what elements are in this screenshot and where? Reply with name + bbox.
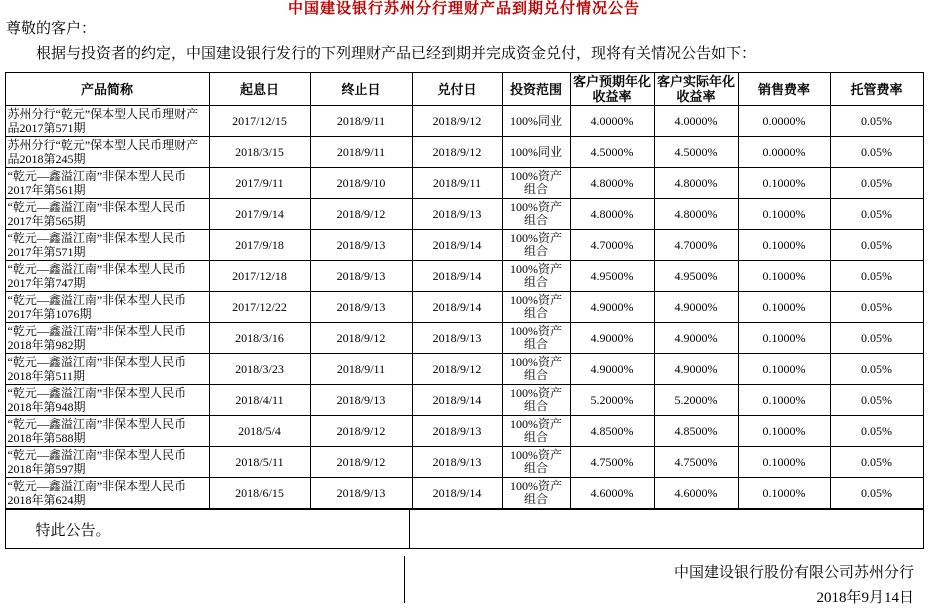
col-header-end-date: 终止日 bbox=[310, 73, 412, 106]
cell-end-date: 2018/9/12 bbox=[310, 447, 412, 478]
col-header-custody-fee: 托管费率 bbox=[830, 73, 923, 106]
cell-custody-fee: 0.05% bbox=[830, 447, 923, 478]
cell-start-date: 2017/9/11 bbox=[209, 168, 310, 199]
cell-custody-fee: 0.05% bbox=[830, 292, 923, 323]
cell-expected-yield: 4.5000% bbox=[570, 137, 654, 168]
cell-investment-scope: 100%资产组合 bbox=[502, 261, 570, 292]
cell-payment-date: 2018/9/13 bbox=[412, 323, 502, 354]
cell-actual-yield: 4.9000% bbox=[654, 292, 738, 323]
table-row bbox=[5, 354, 923, 385]
cell-sales-fee: 0.1000% bbox=[738, 323, 830, 354]
cell-start-date: 2017/9/14 bbox=[209, 199, 310, 230]
cell-sales-fee: 0.1000% bbox=[738, 199, 830, 230]
cell-expected-yield: 4.9000% bbox=[570, 292, 654, 323]
cell-start-date: 2018/5/4 bbox=[209, 416, 310, 447]
cell-product-name: “乾元—鑫溢江南”非保本型人民币2018年第982期 bbox=[5, 323, 209, 354]
cell-actual-yield: 4.6000% bbox=[654, 478, 738, 509]
cell-product-name: 苏州分行“乾元”保本型人民币理财产品2017第571期 bbox=[5, 106, 209, 137]
cell-sales-fee: 0.1000% bbox=[738, 385, 830, 416]
cell-end-date: 2018/9/11 bbox=[310, 354, 412, 385]
cell-product-name: “乾元—鑫溢江南”非保本型人民币2018年第588期 bbox=[5, 416, 209, 447]
cell-end-date: 2018/9/12 bbox=[310, 416, 412, 447]
cell-end-date: 2018/9/13 bbox=[310, 478, 412, 509]
cell-investment-scope: 100%资产组合 bbox=[502, 478, 570, 509]
cell-start-date: 2018/5/11 bbox=[209, 447, 310, 478]
cell-sales-fee: 0.1000% bbox=[738, 168, 830, 199]
cell-sales-fee: 0.1000% bbox=[738, 230, 830, 261]
cell-end-date: 2018/9/13 bbox=[310, 230, 412, 261]
salutation: 尊敬的客户： bbox=[6, 21, 97, 37]
cell-actual-yield: 4.7000% bbox=[654, 230, 738, 261]
cell-investment-scope: 100%资产组合 bbox=[502, 447, 570, 478]
cell-product-name: “乾元—鑫溢江南”非保本型人民币2017年第747期 bbox=[5, 261, 209, 292]
cell-end-date: 2018/9/12 bbox=[310, 323, 412, 354]
cell-custody-fee: 0.05% bbox=[830, 106, 923, 137]
cell-end-date: 2018/9/13 bbox=[310, 385, 412, 416]
table-row bbox=[5, 230, 923, 261]
cell-investment-scope: 100%同业 bbox=[502, 137, 570, 168]
cell-expected-yield: 4.7500% bbox=[570, 447, 654, 478]
cell-sales-fee: 0.0000% bbox=[738, 106, 830, 137]
cell-expected-yield: 4.8000% bbox=[570, 199, 654, 230]
cell-expected-yield: 4.9500% bbox=[570, 261, 654, 292]
notice-blank-cell bbox=[409, 510, 923, 549]
cell-actual-yield: 4.8000% bbox=[654, 168, 738, 199]
notice-row bbox=[5, 510, 923, 549]
footer-divider bbox=[404, 556, 405, 603]
cell-investment-scope: 100%资产组合 bbox=[502, 323, 570, 354]
cell-sales-fee: 0.0000% bbox=[738, 137, 830, 168]
cell-expected-yield: 4.8000% bbox=[570, 168, 654, 199]
cell-custody-fee: 0.05% bbox=[830, 416, 923, 447]
col-header-actual-yield: 客户实际年化收益率 bbox=[654, 73, 738, 106]
cell-end-date: 2018/9/11 bbox=[310, 137, 412, 168]
cell-investment-scope: 100%同业 bbox=[502, 106, 570, 137]
cell-payment-date: 2018/9/14 bbox=[412, 478, 502, 509]
table-row bbox=[5, 137, 923, 168]
cell-start-date: 2017/12/15 bbox=[209, 106, 310, 137]
cell-expected-yield: 4.9000% bbox=[570, 323, 654, 354]
cell-payment-date: 2018/9/13 bbox=[412, 416, 502, 447]
cell-start-date: 2017/12/22 bbox=[209, 292, 310, 323]
cell-actual-yield: 4.9500% bbox=[654, 261, 738, 292]
cell-product-name: “乾元—鑫溢江南”非保本型人民币2018年第624期 bbox=[5, 478, 209, 509]
cell-payment-date: 2018/9/11 bbox=[412, 168, 502, 199]
table-row bbox=[5, 416, 923, 447]
cell-custody-fee: 0.05% bbox=[830, 323, 923, 354]
cell-actual-yield: 4.9000% bbox=[654, 354, 738, 385]
table-row bbox=[5, 292, 923, 323]
cell-investment-scope: 100%资产组合 bbox=[502, 168, 570, 199]
cell-custody-fee: 0.05% bbox=[830, 354, 923, 385]
cell-custody-fee: 0.05% bbox=[830, 168, 923, 199]
cell-sales-fee: 0.1000% bbox=[738, 292, 830, 323]
col-header-product-name: 产品简称 bbox=[5, 73, 209, 106]
cell-expected-yield: 4.7000% bbox=[570, 230, 654, 261]
cell-payment-date: 2018/9/14 bbox=[412, 261, 502, 292]
cell-custody-fee: 0.05% bbox=[830, 230, 923, 261]
col-header-sales-fee: 销售费率 bbox=[738, 73, 830, 106]
cell-custody-fee: 0.05% bbox=[830, 137, 923, 168]
cell-payment-date: 2018/9/14 bbox=[412, 385, 502, 416]
cell-expected-yield: 4.8500% bbox=[570, 416, 654, 447]
cell-expected-yield: 4.6000% bbox=[570, 478, 654, 509]
cell-investment-scope: 100%资产组合 bbox=[502, 199, 570, 230]
col-header-expected-yield: 客户预期年化收益率 bbox=[570, 73, 654, 106]
cell-start-date: 2018/3/23 bbox=[209, 354, 310, 385]
col-header-investment-scope: 投资范围 bbox=[502, 73, 570, 106]
cell-actual-yield: 4.9000% bbox=[654, 323, 738, 354]
products-table bbox=[5, 72, 924, 509]
cell-payment-date: 2018/9/14 bbox=[412, 230, 502, 261]
cell-product-name: “乾元—鑫溢江南”非保本型人民币2017年第565期 bbox=[5, 199, 209, 230]
cell-investment-scope: 100%资产组合 bbox=[502, 292, 570, 323]
cell-expected-yield: 5.2000% bbox=[570, 385, 654, 416]
cell-product-name: “乾元—鑫溢江南”非保本型人民币2018年第597期 bbox=[5, 447, 209, 478]
cell-start-date: 2018/4/11 bbox=[209, 385, 310, 416]
cell-end-date: 2018/9/13 bbox=[310, 292, 412, 323]
cell-product-name: “乾元—鑫溢江南”非保本型人民币2018年第511期 bbox=[5, 354, 209, 385]
table-row bbox=[5, 323, 923, 354]
table-row bbox=[5, 168, 923, 199]
cell-start-date: 2018/3/15 bbox=[209, 137, 310, 168]
table-row bbox=[5, 261, 923, 292]
cell-end-date: 2018/9/12 bbox=[310, 199, 412, 230]
intro-paragraph: 根据与投资者的约定，中国建设银行发行的下列理财产品已经到期并完成资金兑付，现将有关情况公告如下： bbox=[36, 46, 757, 62]
cell-sales-fee: 0.1000% bbox=[738, 261, 830, 292]
cell-investment-scope: 100%资产组合 bbox=[502, 354, 570, 385]
cell-end-date: 2018/9/13 bbox=[310, 261, 412, 292]
cell-sales-fee: 0.1000% bbox=[738, 447, 830, 478]
date-line: 2018年9月14日 bbox=[816, 590, 914, 606]
cell-payment-date: 2018/9/13 bbox=[412, 447, 502, 478]
cell-expected-yield: 4.0000% bbox=[570, 106, 654, 137]
cell-product-name: “乾元—鑫溢江南”非保本型人民币2017年第561期 bbox=[5, 168, 209, 199]
cell-actual-yield: 4.8500% bbox=[654, 416, 738, 447]
cell-product-name: “乾元—鑫溢江南”非保本型人民币2017年第1076期 bbox=[5, 292, 209, 323]
cell-custody-fee: 0.05% bbox=[830, 478, 923, 509]
cell-product-name: “乾元—鑫溢江南”非保本型人民币2017年第571期 bbox=[5, 230, 209, 261]
col-header-payment-date: 兑付日 bbox=[412, 73, 502, 106]
footer-table bbox=[5, 509, 924, 549]
table-row bbox=[5, 106, 923, 137]
cell-product-name: 苏州分行“乾元”保本型人民币理财产品2018第245期 bbox=[5, 137, 209, 168]
cell-custody-fee: 0.05% bbox=[830, 385, 923, 416]
cell-payment-date: 2018/9/12 bbox=[412, 106, 502, 137]
table-row bbox=[5, 199, 923, 230]
cell-actual-yield: 4.7500% bbox=[654, 447, 738, 478]
table-header-row bbox=[5, 73, 923, 106]
cell-actual-yield: 4.5000% bbox=[654, 137, 738, 168]
cell-payment-date: 2018/9/14 bbox=[412, 292, 502, 323]
cell-sales-fee: 0.1000% bbox=[738, 354, 830, 385]
cell-payment-date: 2018/9/12 bbox=[412, 137, 502, 168]
cell-product-name: “乾元—鑫溢江南”非保本型人民币2018年第948期 bbox=[5, 385, 209, 416]
cell-sales-fee: 0.1000% bbox=[738, 478, 830, 509]
cell-payment-date: 2018/9/13 bbox=[412, 199, 502, 230]
cell-actual-yield: 4.8000% bbox=[654, 199, 738, 230]
cell-expected-yield: 4.9000% bbox=[570, 354, 654, 385]
table-row bbox=[5, 385, 923, 416]
page-title: 中国建设银行苏州分行理财产品到期兑付情况公告 bbox=[287, 1, 640, 17]
cell-start-date: 2018/6/15 bbox=[209, 478, 310, 509]
cell-start-date: 2017/9/18 bbox=[209, 230, 310, 261]
notice-text: 特此公告。 bbox=[5, 510, 409, 549]
cell-investment-scope: 100%资产组合 bbox=[502, 385, 570, 416]
signature-line: 中国建设银行股份有限公司苏州分行 bbox=[673, 565, 914, 581]
cell-payment-date: 2018/9/12 bbox=[412, 354, 502, 385]
cell-actual-yield: 5.2000% bbox=[654, 385, 738, 416]
cell-actual-yield: 4.0000% bbox=[654, 106, 738, 137]
table-row bbox=[5, 447, 923, 478]
cell-sales-fee: 0.1000% bbox=[738, 416, 830, 447]
col-header-start-date: 起息日 bbox=[209, 73, 310, 106]
cell-investment-scope: 100%资产组合 bbox=[502, 416, 570, 447]
cell-custody-fee: 0.05% bbox=[830, 261, 923, 292]
cell-end-date: 2018/9/10 bbox=[310, 168, 412, 199]
cell-custody-fee: 0.05% bbox=[830, 199, 923, 230]
cell-start-date: 2017/12/18 bbox=[209, 261, 310, 292]
cell-end-date: 2018/9/11 bbox=[310, 106, 412, 137]
table-row bbox=[5, 478, 923, 509]
cell-investment-scope: 100%资产组合 bbox=[502, 230, 570, 261]
cell-start-date: 2018/3/16 bbox=[209, 323, 310, 354]
